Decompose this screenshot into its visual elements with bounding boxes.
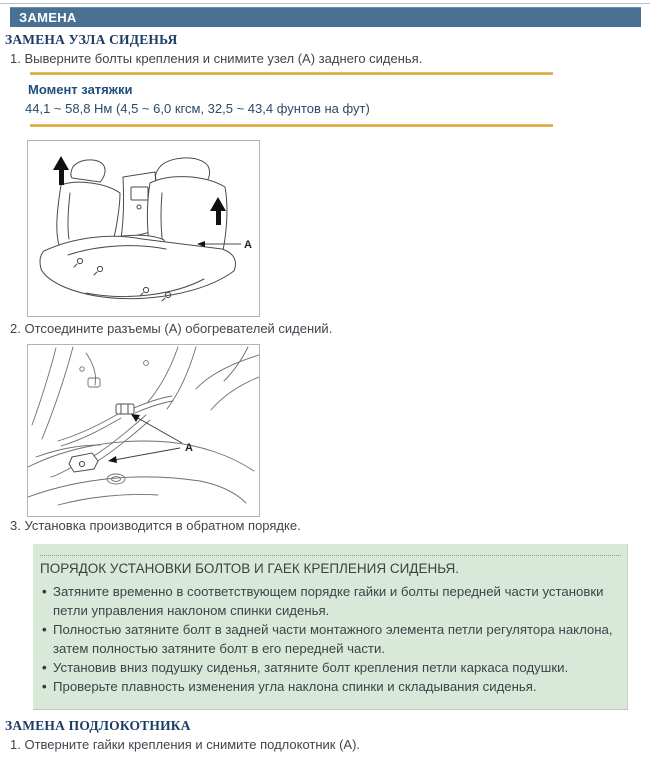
- figure1-label: A: [244, 239, 252, 251]
- note-bullet: • Установив вниз подушку сиденья, затяните болт крепления петли каркаса подушки.: [42, 658, 620, 677]
- figure-rear-seat: [27, 140, 260, 317]
- torque-rule-top: [30, 72, 553, 75]
- installation-note-box: [33, 544, 628, 710]
- torque-title: Момент затяжки: [28, 82, 133, 97]
- figure-heater-connectors: [27, 344, 260, 517]
- torque-value: 44,1 ~ 58,8 Нм (4,5 ~ 6,0 кгсм, 32,5 ~ 43,4 фунтов на фут): [25, 101, 370, 116]
- step-2-text: 2. Отсоедините разъемы (A) обогревателей сидений.: [10, 321, 333, 336]
- figure2-label: A: [185, 442, 193, 454]
- armrest-step-1-text: 1. Отверните гайки крепления и снимите подлокотник (A).: [10, 737, 361, 752]
- figure2-callout: [108, 414, 193, 463]
- note-heading: ПОРЯДОК УСТАНОВКИ БОЛТОВ И ГАЕК КРЕПЛЕНИЯ СИДЕНЬЯ.: [40, 561, 459, 576]
- section-title: ЗАМЕНА: [19, 10, 77, 25]
- note-dotted-rule: [40, 555, 621, 556]
- rear-seat-drawing: [28, 141, 259, 316]
- heater-connectors: [69, 404, 134, 472]
- step-1-text: 1. Выверните болты крепления и снимите узел (A) заднего сиденья.: [10, 51, 423, 66]
- note-bullet: • Затяните временно в соответствующем порядке гайки и болты передней части установки петли управления наклоном спинки сиденья.: [42, 582, 620, 620]
- torque-rule-bottom: [30, 124, 553, 127]
- subsection-heading-armrest: ЗАМЕНА ПОДЛОКОТНИКА: [5, 718, 191, 733]
- connector-drawing: [28, 345, 259, 516]
- note-bullet: • Проверьте плавность изменения угла наклона спинки и складывания сиденья.: [42, 677, 620, 696]
- note-bullet: • Полностью затяните болт в задней части монтажного элемента петли регулятора наклона, затем полностью затяните болт в его передней части.: [42, 620, 620, 658]
- top-divider: [0, 3, 650, 4]
- step-3-text: 3. Установка производится в обратном порядке.: [10, 518, 301, 533]
- note-bullet-list: [42, 582, 620, 696]
- subsection-heading-seat: ЗАМЕНА УЗЛА СИДЕНЬЯ: [5, 32, 178, 47]
- section-title-bar: [10, 7, 641, 27]
